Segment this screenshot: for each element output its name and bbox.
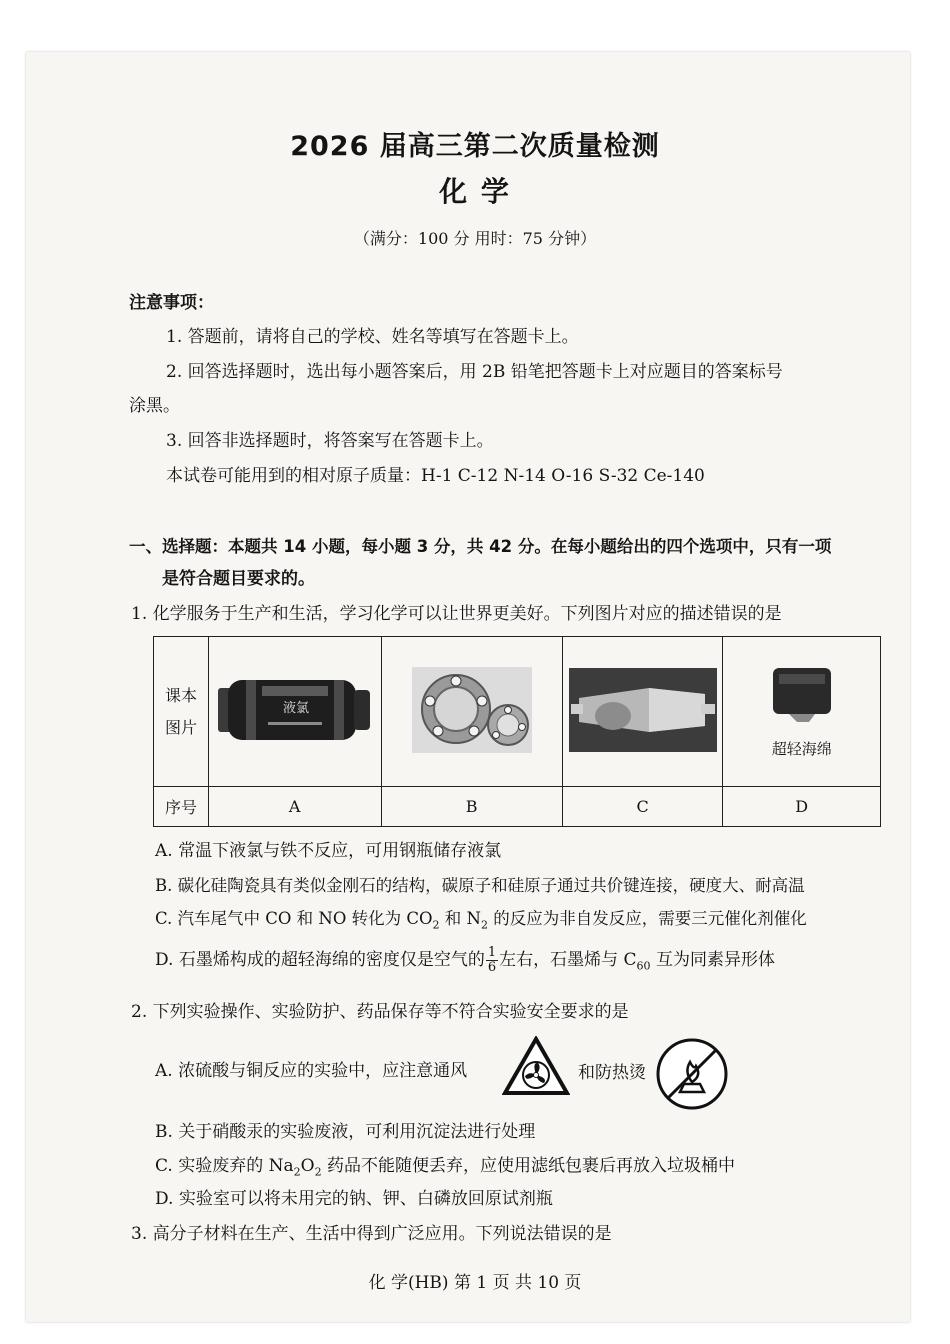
subscript: 2 (314, 1165, 322, 1179)
row-header-labels: 序号 (154, 787, 209, 827)
note-item: 2. 回答选择题时，选出每小题答案后，用 2B 铅笔把答题卡上对应题目的答案标号 (166, 362, 783, 382)
row-header-pictures (154, 637, 209, 787)
ceramic-bearing-image (412, 667, 532, 753)
picture-cell-c (562, 637, 723, 787)
text-run: 互为同素异形体 (650, 950, 775, 970)
section-heading-cont: 是符合题目要求的。 (162, 569, 315, 589)
q2-option-b: B. 关于硝酸汞的实验废液，可利用沉淀法进行处理 (155, 1122, 536, 1142)
numerator: 1 (487, 945, 497, 960)
subscript: 2 (293, 1165, 301, 1179)
text-run: C. 汽车尾气中 CO 和 NO 转化为 CO (155, 909, 433, 928)
option-label-b: B (381, 787, 562, 827)
option-label-a: A (208, 787, 381, 827)
picture-cell-a (208, 637, 381, 787)
exam-subject: 化 学 (439, 175, 511, 208)
question-1-stem: 1. 化学服务于生产和生活，学习化学可以让世界更美好。下列图片对应的描述错误的是 (131, 604, 782, 624)
picture-cell-d (723, 637, 881, 787)
q1-option-d (155, 946, 775, 977)
q1-option-a: A. 常温下液氯与铁不反应，可用钢瓶储存液氯 (155, 841, 502, 861)
score-info: （满分：100 分 用时：75 分钟） (353, 229, 597, 248)
text-run: 左右，石墨烯与 C (499, 950, 637, 970)
text-run: O (300, 1156, 315, 1176)
option-label-d: D (723, 787, 881, 827)
note-item: 涂黑。 (129, 396, 180, 416)
hot-surface-icon (654, 1036, 730, 1112)
q2-option-a-part2: 和防热烫 (578, 1063, 646, 1083)
denominator: 6 (487, 960, 497, 975)
text-run: D. 石墨烯构成的超轻海绵的密度仅是空气的 (155, 950, 485, 970)
text-run: 和 N (439, 909, 481, 928)
subscript: 2 (432, 918, 440, 932)
notes-heading: 注意事项： (129, 293, 214, 313)
note-item: 3. 回答非选择题时，将答案写在答题卡上。 (166, 431, 494, 451)
ventilation-icon (502, 1036, 570, 1098)
page-footer: 化 学(HB) 第 1 页 共 10 页 (368, 1273, 582, 1293)
q1-option-c (155, 908, 807, 936)
sponge-caption: 超轻海绵 (771, 740, 832, 758)
note-item: 1. 答题前，请将自己的学校、姓名等填写在答题卡上。 (166, 327, 579, 347)
catalytic-converter-image (569, 668, 717, 752)
q2-option-c (155, 1155, 735, 1183)
q2-option-a-part1: A. 浓硫酸与铜反应的实验中，应注意通风 (155, 1061, 468, 1081)
text-run: C. 实验废弃的 Na (155, 1156, 294, 1176)
cylinder-label: 液氯 (282, 700, 309, 716)
question-1-picture-table (153, 636, 881, 827)
picture-cell-b (381, 637, 562, 787)
question-2-stem: 2. 下列实验操作、实验防护、药品保存等不符合实验安全要求的是 (131, 1002, 629, 1022)
subscript: 60 (636, 959, 651, 973)
atomic-masses: 本试卷可能用到的相对原子质量：H-1 C-12 N-14 O-16 S-32 Ce-140 (166, 466, 705, 486)
question-3-stem: 3. 高分子材料在生产、生活中得到广泛应用。下列说法错误的是 (131, 1224, 612, 1244)
fraction (486, 946, 498, 975)
subscript: 2 (480, 918, 488, 932)
ultralight-sponge-image (767, 664, 837, 726)
section-heading: 一、选择题：本题共 14 小题，每小题 3 分，共 42 分。在每小题给出的四个选项中，只有一项 (129, 537, 832, 556)
option-label-c: C (562, 787, 723, 827)
text-run: 药品不能随便丢弃，应使用滤纸包裹后再放入垃圾桶中 (321, 1156, 735, 1176)
q1-option-b: B. 碳化硅陶瓷具有类似金刚石的结构，碳原子和硅原子通过共价键连接，硬度大、耐高温 (155, 876, 805, 895)
chlorine-cylinder-image (216, 664, 374, 756)
q2-option-d: D. 实验室可以将未用完的钠、钾、白磷放回原试剂瓶 (155, 1189, 553, 1209)
text-run: 的反应为非自发反应，需要三元催化剂催化 (487, 909, 807, 928)
row-header-line: 图片 (164, 717, 197, 737)
exam-title: 2026 届高三第二次质量检测 (290, 131, 660, 162)
row-header-line: 课本 (164, 685, 197, 705)
